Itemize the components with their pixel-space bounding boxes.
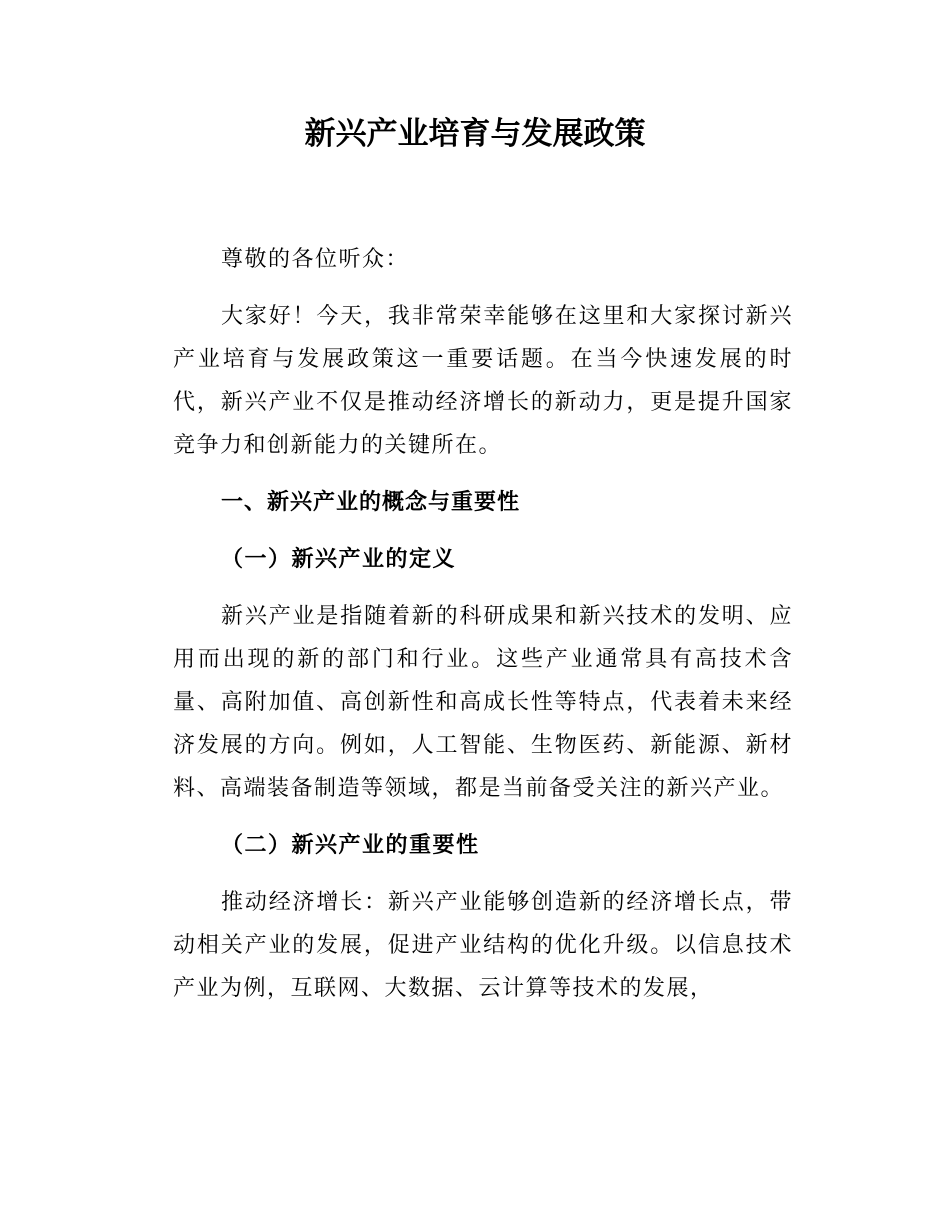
- document-body: [173, 238, 793, 1010]
- document-title: 新兴产业培育与发展政策: [304, 116, 646, 152]
- importance-paragraph: 推动经济增长：新兴产业能够创造新的经济增长点，带动相关产业的发展，促进产业结构的优化升级。以信息技术产业为例，互联网、大数据、云计算等技术的发展，: [173, 890, 793, 1001]
- section-heading-1: 一、新兴产业的概念与重要性: [221, 490, 521, 515]
- definition-paragraph: 新兴产业是指随着新的科研成果和新兴技术的发明、应用而出现的新的部门和行业。这些产业通常具有高技术含量、高附加值、高创新性和高成长性等特点，代表着未来经济发展的方向。例如，人工智能、生物医药、新能源、新材料、高端装备制造等领域，都是当前备受关注的新兴产业。: [173, 604, 793, 801]
- salutation: 尊敬的各位听众：: [221, 247, 410, 272]
- intro-paragraph: 大家好！今天，我非常荣幸能够在这里和大家探讨新兴产业培育与发展政策这一重要话题。在当今快速发展的时代，新兴产业不仅是推动经济增长的新动力，更是提升国家竞争力和创新能力的关键所在。: [173, 304, 793, 458]
- subsection-heading-definition: （一）新兴产业的定义: [221, 546, 457, 572]
- subsection-heading-importance: （二）新兴产业的重要性: [221, 832, 480, 858]
